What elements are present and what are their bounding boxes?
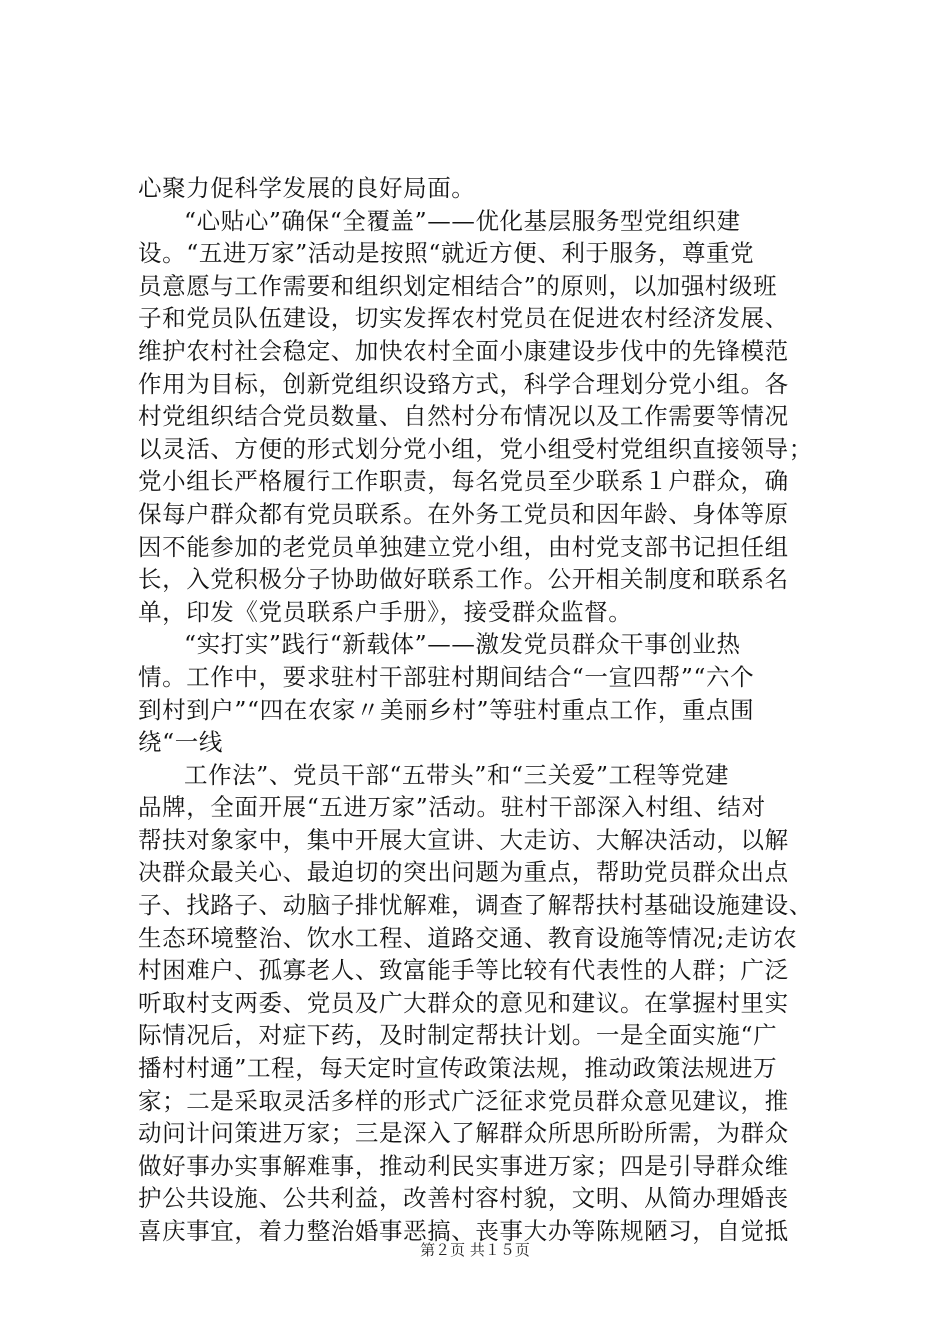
text-line: 喜庆事宜，着力整治婚事恶搞、丧事大办等陈规陋习，自觉抵 bbox=[138, 1217, 789, 1245]
text-line: 村党组织结合党员数量、自然村分布情况以及工作需要等情况 bbox=[138, 402, 789, 431]
text-line: 工作法”、党员干部“五带头”和“三关爱”工程等党建 bbox=[184, 760, 730, 789]
text-line: 保每户群众都有党员联系。在外务工党员和因年龄、身体等原 bbox=[138, 499, 789, 528]
text-line: 作用为目标，创新党组织设臵方式，科学合理划分党小组。各 bbox=[138, 369, 789, 398]
text-line: 际情况后，对症下药，及时制定帮扶计划。一是全面实施“广 bbox=[138, 1021, 778, 1050]
text-line: 播村村通”工程，每天定时宣传政策法规，推动政策法规进万 bbox=[138, 1054, 778, 1083]
text-line: 以灵活、方便的形式划分党小组，党小组受村党组织直接领导； bbox=[138, 434, 813, 463]
text-line: 帮扶对象家中，集中开展大宣讲、大走访、大解决活动，以解 bbox=[138, 825, 789, 854]
text-line: 绕“一线 bbox=[138, 728, 223, 757]
text-line: 长，入党积极分子协助做好联系工作。公开相关制度和联系名 bbox=[138, 565, 789, 594]
text-line: 品牌，全面开展“五进万家”活动。驻村干部深入村组、结对 bbox=[138, 793, 766, 822]
text-line: 情。工作中，要求驻村干部驻村期间结合“一宣四帮”“六个 bbox=[138, 662, 755, 691]
text-line: 动问计问策进万家；三是深入了解群众所思所盼所需，为群众 bbox=[138, 1119, 789, 1148]
text-line: 因不能参加的老党员单独建立党小组，由村党支部书记担任组 bbox=[138, 532, 789, 561]
text-line: 生态环境整治、饮水工程、道路交通、教育设施等情况;走访农 bbox=[138, 923, 798, 952]
text-line: “实打实”践行“新载体”——激发党员群众干事创业热 bbox=[184, 630, 741, 659]
text-line: 听取村支两委、党员及广大群众的意见和建议。在掌握村里实 bbox=[138, 988, 789, 1017]
text-line: “心贴心”确保“全覆盖”——优化基层服务型党组织建 bbox=[184, 206, 741, 235]
document-body bbox=[138, 172, 824, 1248]
text-line: 村困难户、孤寡老人、致富能手等比较有代表性的人群；广泛 bbox=[138, 956, 789, 985]
text-line: 维护农村社会稳定、加快农村全面小康建设步伐中的先锋模范 bbox=[138, 336, 789, 365]
page-footer: 第２页 共１５页 bbox=[420, 1241, 530, 1259]
text-line: 员意愿与工作需要和组织划定相结合”的原则，以加强村级班 bbox=[138, 271, 778, 300]
text-line: 党小组长严格履行工作职责，每名党员至少联系１户群众，确 bbox=[138, 467, 789, 496]
text-line: 设。“五进万家”活动是按照“就近方便、利于服务，尊重党 bbox=[138, 239, 755, 268]
text-line: 护公共设施、公共利益，改善村容村貌，文明、从简办理婚丧 bbox=[138, 1184, 789, 1213]
text-line: 子和党员队伍建设，切实发挥农村党员在促进农村经济发展、 bbox=[138, 304, 789, 333]
text-line: 家；二是采取灵活多样的形式广泛征求党员群众意见建议，推 bbox=[138, 1086, 789, 1115]
text-line: 心聚力促科学发展的良好局面。 bbox=[138, 174, 476, 202]
text-line: 子、找路子、动脑子排忧解难，调查了解帮扶村基础设施建设、 bbox=[138, 891, 813, 920]
text-line: 单，印发《党员联系户手册》，接受群众监督。 bbox=[138, 597, 633, 626]
text-line: 决群众最关心、最迫切的突出问题为重点，帮助党员群众出点 bbox=[138, 858, 789, 887]
text-line: 到村到户”“四在农家〃美丽乡村”等驻村重点工作，重点围 bbox=[138, 695, 755, 724]
text-line: 做好事办实事解难事，推动利民实事进万家；四是引导群众维 bbox=[138, 1151, 789, 1180]
